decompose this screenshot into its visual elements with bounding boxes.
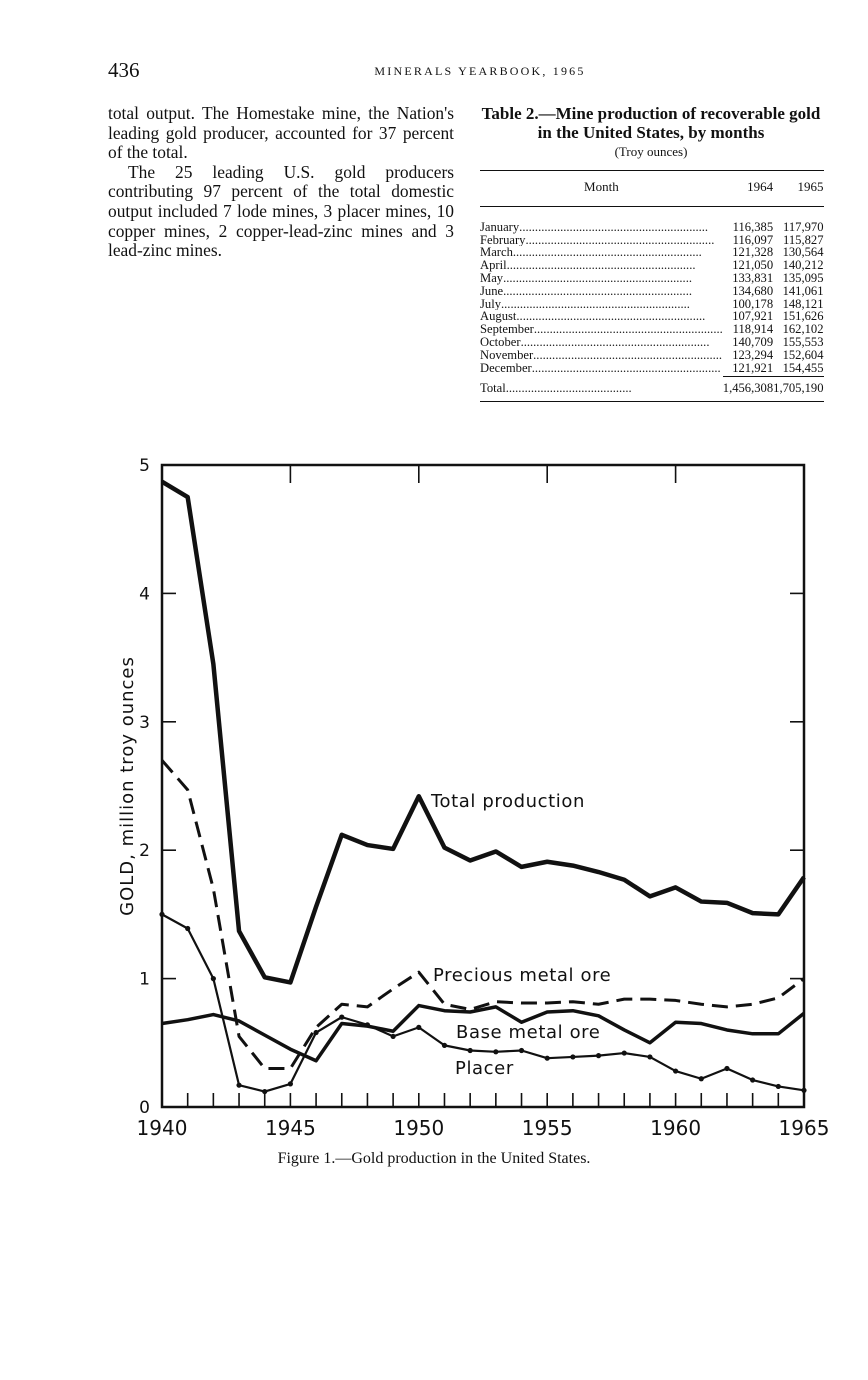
data-point [750,1077,755,1082]
data-point [262,1089,267,1094]
column-header-month: Month [480,171,723,207]
month-label: April [480,259,507,272]
value-1965: 115,827 [783,232,824,247]
data-point [416,1025,421,1030]
value-1965: 117,970 [783,219,824,234]
page-number: 436 [108,58,140,82]
value-1964: 116,097 [732,232,774,247]
dot-leader: ............................................................ [533,323,723,336]
data-point [570,1054,575,1059]
data-point [313,1030,318,1035]
value-1964: 140,709 [732,334,774,349]
value-1964: 121,328 [732,245,774,260]
month-label: January [480,219,520,234]
data-point [724,1066,729,1071]
data-point [622,1050,627,1055]
total-value-1965: 1,705,190 [773,376,823,395]
production-table [480,170,824,402]
dot-leader: ........................................ [505,381,632,396]
value-1965: 130,564 [782,245,824,260]
value-1964: 121,050 [732,258,774,273]
body-paragraph-2: The 25 leading U.S. gold producers contributing 97 percent of the total domestic output included 7 lode mines, 3 placer mines, 10 copper mines, 2 copper-lead-zinc mines and 3 lead-zinc mines. [108,161,454,261]
data-point [365,1022,370,1027]
data-point [545,1056,550,1061]
month-label: August [480,310,517,324]
value-1964: 116,385 [732,219,774,234]
data-point [647,1054,652,1059]
column-header-1964: 1964 [723,171,773,207]
y-tick-label: 1 [139,969,150,990]
x-tick-label: 1940 [136,1116,188,1140]
month-cell [480,246,723,259]
data-point [159,912,164,917]
value-1965: 155,553 [782,334,824,349]
dot-leader: ............................................................ [503,284,692,298]
table-total-row [480,374,824,401]
dot-leader: ............................................................ [512,246,702,260]
value-1965: 162,102 [782,322,824,337]
body-text [108,104,454,261]
month-label: November [480,348,534,362]
data-point [519,1048,524,1053]
data-point [339,1015,344,1020]
data-point [468,1048,473,1053]
month-label: February [480,233,526,247]
dot-leader: ............................................................ [531,361,721,375]
data-point [391,1034,396,1039]
dot-leader: ............................................................ [533,348,723,362]
data-point [442,1043,447,1048]
month-cell [480,234,723,247]
total-value-1964: 1,456,308 [723,376,773,395]
month-cell [480,285,723,298]
x-tick-label: 1945 [264,1116,316,1140]
dot-leader: ............................................................ [519,219,709,234]
total-1965 [773,374,823,401]
column-header-1965: 1965 [773,171,823,207]
y-tick-label: 2 [139,841,150,862]
total-label: Total [480,381,506,396]
data-point [493,1049,498,1054]
month-cell [480,323,723,336]
table-row [480,349,824,362]
table-row [480,285,824,298]
total-1964 [723,374,773,401]
month-label: September [480,323,534,336]
table-row [480,272,824,285]
month-label: December [480,361,532,375]
data-point [776,1084,781,1089]
data-point [185,926,190,931]
value-1964: 107,921 [732,309,774,324]
data-point [699,1076,704,1081]
table-row [480,362,824,375]
figure [0,450,868,1155]
value-1965: 152,604 [782,347,824,362]
value-1964: 134,680 [732,283,774,298]
table-header-row [480,171,824,207]
month-label: June [480,284,504,298]
x-tick-label: 1965 [778,1116,830,1140]
data-point [236,1083,241,1088]
x-tick-label: 1950 [393,1116,445,1140]
value-1965: 135,095 [782,270,824,285]
total-cell [480,374,723,401]
y-tick-label: 3 [139,712,150,733]
series-annotation: Placer [455,1058,514,1079]
value-1964: 121,921 [732,360,774,375]
y-tick-label: 0 [139,1098,150,1118]
month-label: October [480,335,521,349]
table-row [480,206,824,233]
table-subtitle: (Troy ounces) [614,144,688,159]
month-cell [480,362,723,375]
dot-leader: ............................................................ [525,233,715,247]
production-table-block [480,104,822,402]
y-axis-label: GOLD, million troy ounces [117,656,138,916]
y-tick-label: 4 [139,584,150,605]
value-1965: 154,455 [782,360,824,375]
x-tick-label: 1960 [650,1116,702,1140]
month-label: May [480,271,504,285]
y-tick-label: 5 [139,456,150,476]
data-point [596,1053,601,1058]
series-annotation: Total production [431,791,586,812]
data-point [801,1088,806,1093]
dot-leader: ............................................................ [520,335,710,349]
value-1964: 123,294 [732,347,774,362]
running-head: MINERALS YEARBOOK, 1965 [374,64,586,78]
dot-leader: ............................................................ [501,297,690,311]
value-1964: 118,914 [732,322,774,337]
gold-production-chart [0,450,868,1150]
month-cell [480,349,723,362]
month-cell [480,336,723,349]
value-1964: 133,831 [732,270,774,285]
month-label: March [480,246,513,260]
table-body [480,206,824,401]
series-line-total-production [162,482,804,983]
month-cell [480,272,723,285]
value-1965: 140,212 [782,258,824,273]
dot-leader: ............................................................ [506,259,696,272]
value-1965: 148,121 [782,296,824,311]
month-cell [480,298,723,311]
table-row [480,336,824,349]
series-annotation: Precious metal ore [433,965,612,986]
value-1965: 141,061 [782,283,824,298]
dot-leader: ............................................................ [503,271,692,285]
data-point [211,976,216,981]
month-cell [480,259,723,272]
value-1965: 151,626 [782,309,824,324]
x-tick-label: 1955 [521,1116,573,1140]
table-title: Table 2.—Mine production of recoverable gold in the United States, by months [481,104,821,142]
data-point [288,1081,293,1086]
series-annotation: Base metal ore [456,1022,601,1043]
value-1964: 100,178 [732,296,774,311]
figure-caption: Figure 1.—Gold production in the United States. [277,1150,591,1167]
data-point [673,1068,678,1073]
month-label: July [480,297,501,311]
month-cell [480,310,723,323]
body-paragraph-1: total output. The Homestake mine, the Nation's leading gold producer, accounted for 37 percent of the total. [108,103,454,163]
dot-leader: ............................................................ [516,310,706,324]
month-cell [480,206,723,233]
